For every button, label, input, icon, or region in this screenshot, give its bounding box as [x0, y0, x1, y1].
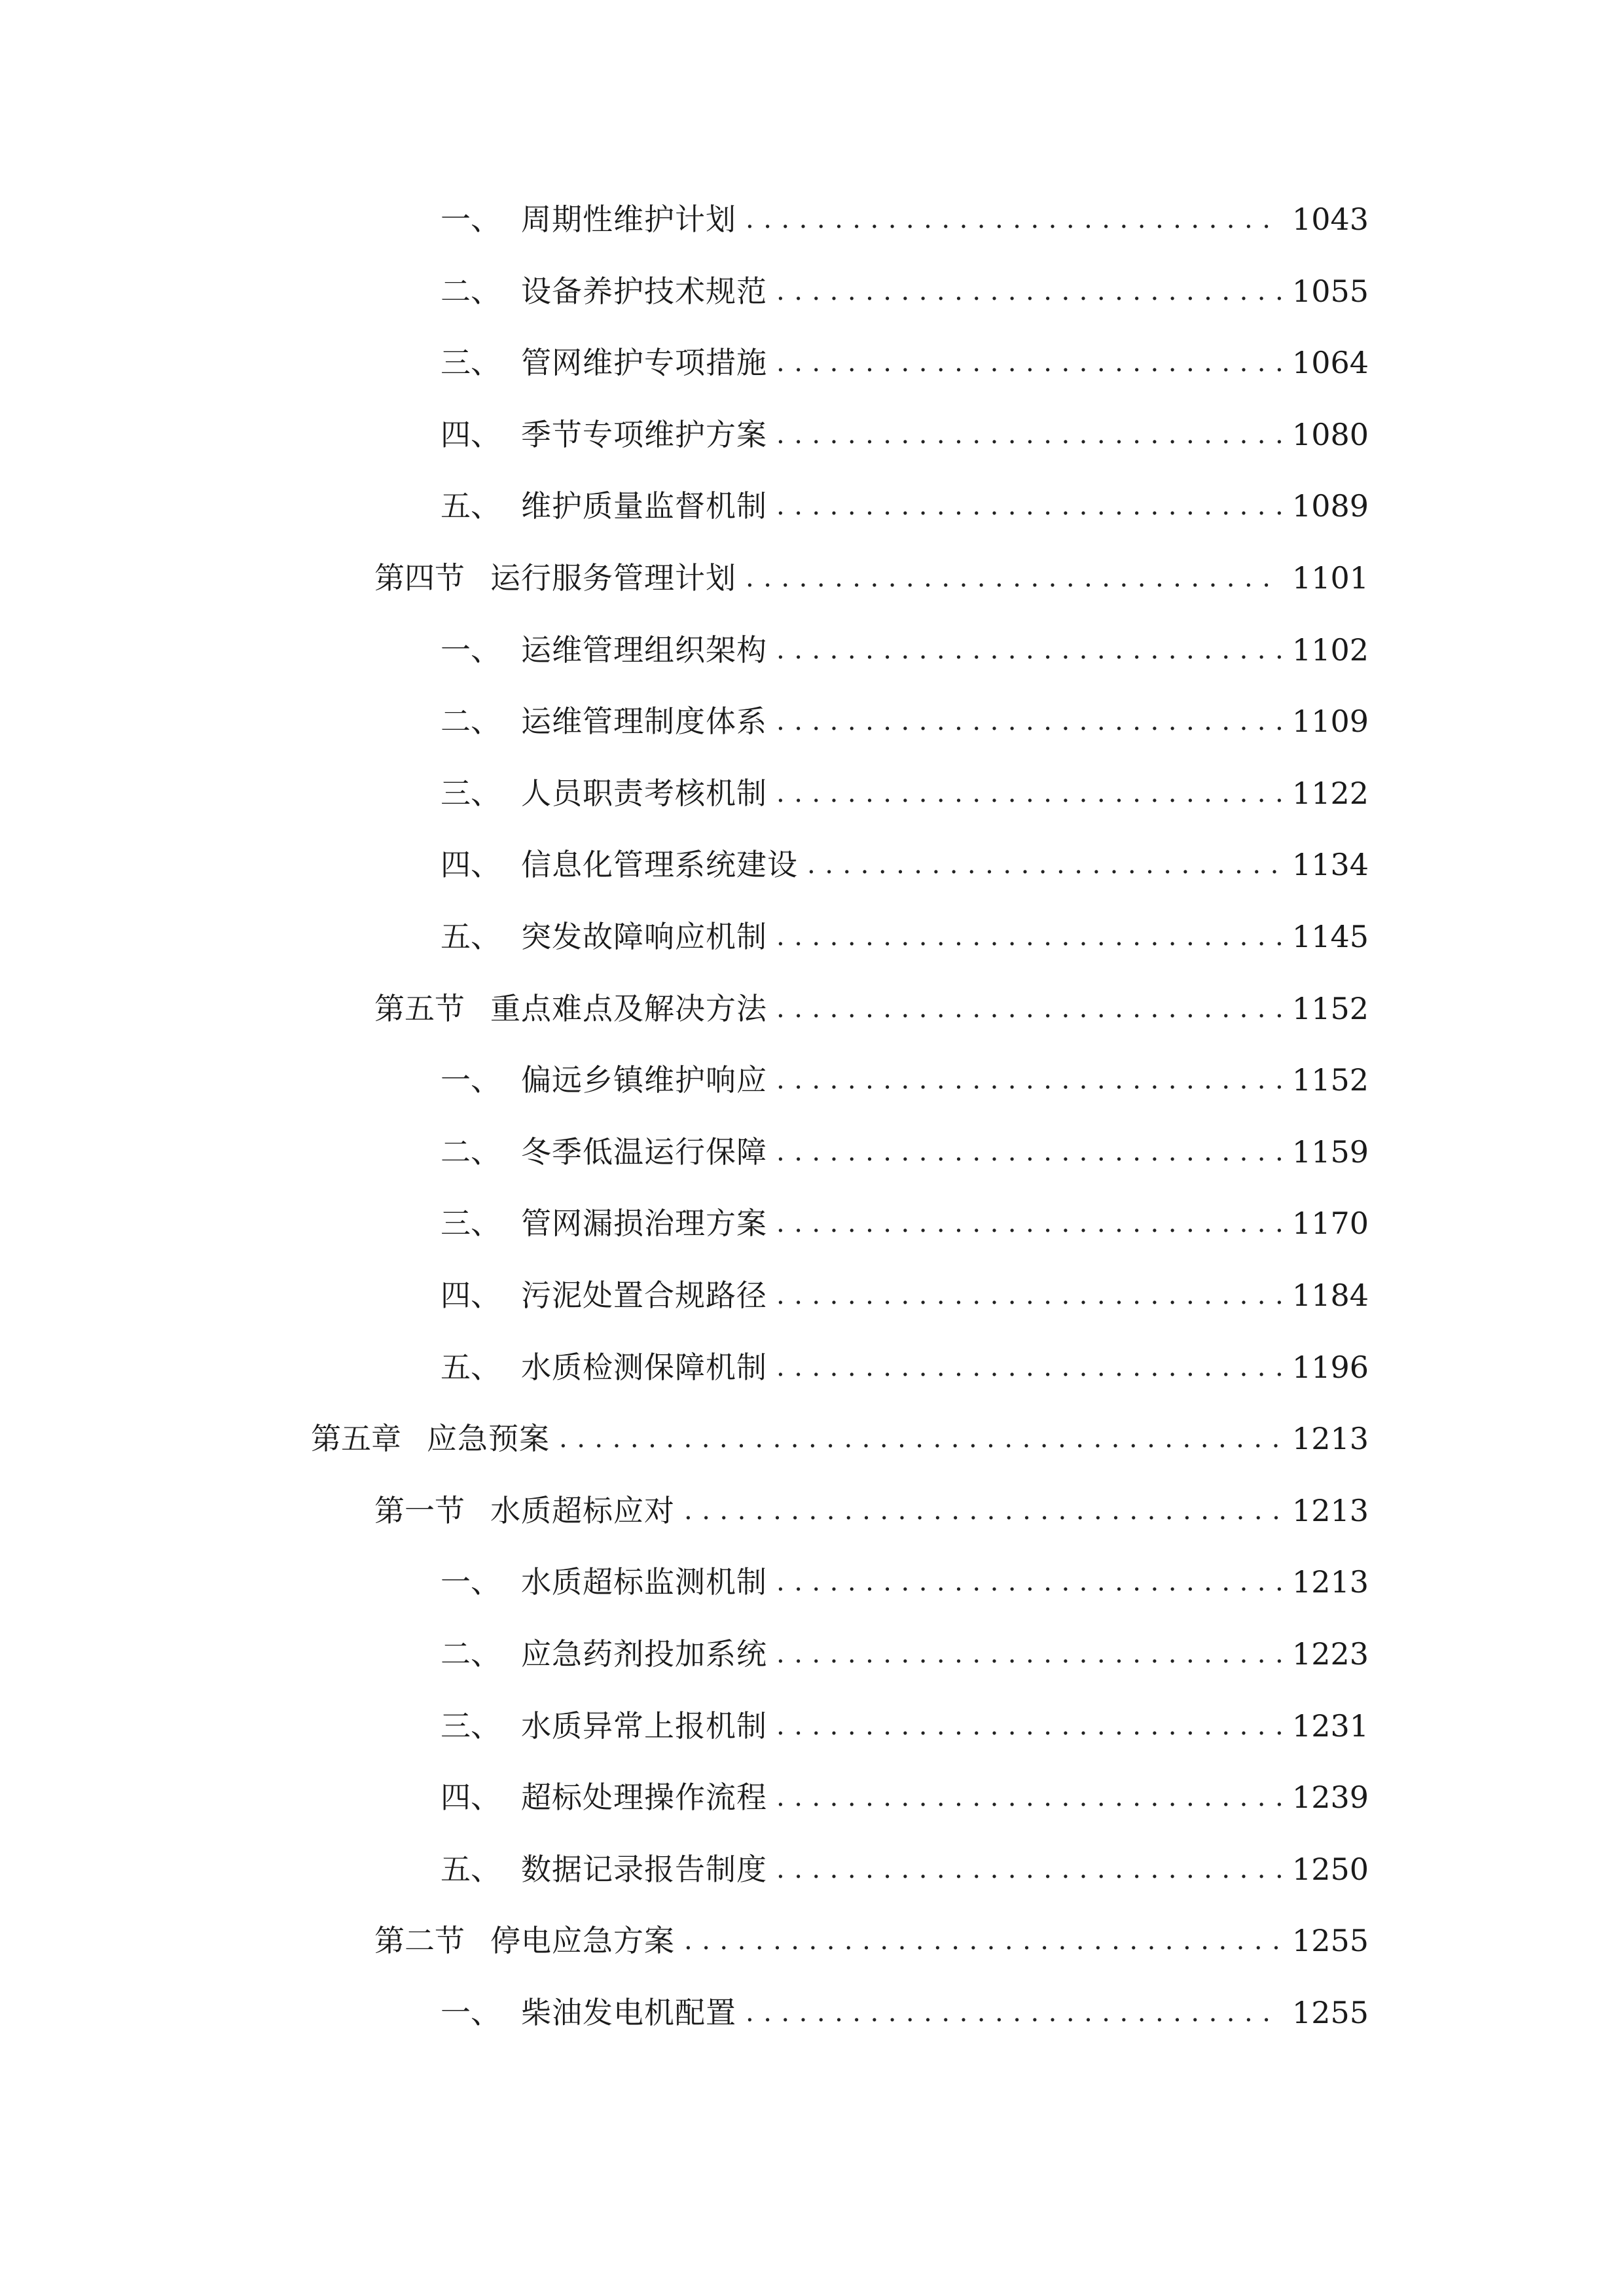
toc-entry-number: 二、 [441, 1636, 501, 1672]
toc-dot-leader [807, 838, 1282, 891]
toc-dot-leader [776, 1341, 1282, 1393]
toc-subsection-entry[interactable] [441, 1628, 1369, 1680]
toc-entry-title: 维护质量监督机制 [521, 488, 767, 524]
toc-dot-leader [776, 265, 1282, 317]
toc-dot-leader [776, 408, 1282, 461]
toc-dot-leader [684, 1914, 1282, 1967]
toc-page-number: 1196 [1291, 1350, 1369, 1385]
toc-subsection-entry[interactable] [441, 1197, 1369, 1249]
toc-dot-leader [776, 1771, 1282, 1823]
toc-entry-number: 五、 [441, 1852, 501, 1887]
toc-dot-leader [776, 336, 1282, 389]
toc-entry-number: 第二节 [374, 1923, 465, 1958]
toc-subsection-entry[interactable] [441, 838, 1369, 891]
toc-entry-number: 一、 [441, 1062, 501, 1098]
toc-entry-title: 重点难点及解决方法 [490, 991, 767, 1026]
toc-dot-leader [776, 695, 1282, 747]
toc-entry-title: 应急预案 [427, 1421, 550, 1456]
toc-page-number: 1255 [1291, 1995, 1369, 2030]
toc-page-number: 1080 [1291, 417, 1369, 452]
toc-page-number: 1239 [1291, 1780, 1369, 1815]
toc-entry-title: 管网维护专项措施 [521, 345, 767, 380]
toc-subsection-entry[interactable] [441, 767, 1369, 819]
toc-subsection-entry[interactable] [441, 408, 1369, 461]
toc-entry-number: 第五节 [374, 991, 465, 1026]
toc-page-number: 1152 [1291, 991, 1369, 1026]
toc-entry-title: 水质超标监测机制 [521, 1564, 767, 1600]
toc-page-number: 1134 [1291, 847, 1369, 882]
toc-page-number: 1152 [1291, 1062, 1369, 1098]
toc-dot-leader [746, 193, 1282, 245]
toc-subsection-entry[interactable] [441, 336, 1369, 389]
toc-page-number: 1102 [1291, 632, 1369, 668]
toc-dot-leader [776, 1126, 1282, 1178]
toc-entry-title: 超标处理操作流程 [521, 1780, 767, 1815]
toc-entry-title: 水质超标应对 [490, 1493, 675, 1528]
toc-page-number: 1043 [1291, 202, 1369, 237]
toc-entry-number: 四、 [441, 1780, 501, 1815]
toc-entry-title: 季节专项维护方案 [521, 417, 767, 452]
toc-subsection-entry[interactable] [441, 1986, 1369, 2039]
toc-subsection-entry[interactable] [441, 910, 1369, 963]
toc-subsection-entry[interactable] [441, 265, 1369, 317]
toc-dot-leader [776, 767, 1282, 819]
toc-entry-number: 第五章 [311, 1421, 401, 1456]
toc-subsection-entry[interactable] [441, 1556, 1369, 1608]
toc-dot-leader [776, 1054, 1282, 1106]
toc-dot-leader [776, 1269, 1282, 1321]
toc-dot-leader [776, 982, 1282, 1035]
toc-dot-leader [776, 1556, 1282, 1608]
toc-entry-title: 运行服务管理计划 [490, 560, 736, 596]
toc-page-number: 1213 [1291, 1564, 1369, 1600]
toc-dot-leader [776, 624, 1282, 676]
toc-entry-title: 停电应急方案 [490, 1923, 675, 1958]
toc-entry-number: 四、 [441, 417, 501, 452]
toc-entry-number: 第四节 [374, 560, 465, 596]
toc-entry-number: 一、 [441, 1995, 501, 2030]
toc-entry-number: 五、 [441, 488, 501, 524]
toc-subsection-entry[interactable] [441, 624, 1369, 676]
toc-page-number: 1064 [1291, 345, 1369, 380]
toc-subsection-entry[interactable] [441, 1700, 1369, 1752]
toc-entry-number: 四、 [441, 1278, 501, 1313]
toc-dot-leader [776, 1197, 1282, 1249]
toc-page-number: 1213 [1291, 1493, 1369, 1528]
toc-page-number: 1170 [1291, 1206, 1369, 1241]
toc-page-number: 1145 [1291, 919, 1369, 954]
toc-entry-title: 数据记录报告制度 [521, 1852, 767, 1887]
toc-entry-title: 管网漏损治理方案 [521, 1206, 767, 1241]
toc-dot-leader [684, 1484, 1282, 1537]
toc-entry-number: 一、 [441, 632, 501, 668]
toc-entry-title: 人员职责考核机制 [521, 776, 767, 811]
toc-entry-title: 水质检测保障机制 [521, 1350, 767, 1385]
toc-page-number: 1223 [1291, 1636, 1369, 1672]
toc-section-entry[interactable] [374, 982, 1369, 1035]
toc-entry-number: 三、 [441, 345, 501, 380]
toc-entry-number: 五、 [441, 1350, 501, 1385]
toc-entry-number: 五、 [441, 919, 501, 954]
toc-entry-number: 四、 [441, 847, 501, 882]
toc-entry-number: 一、 [441, 202, 501, 237]
toc-subsection-entry[interactable] [441, 1341, 1369, 1393]
toc-dot-leader [776, 1628, 1282, 1680]
toc-entry-title: 应急药剂投加系统 [521, 1636, 767, 1672]
toc-page-number: 1055 [1291, 274, 1369, 309]
toc-entry-title: 水质异常上报机制 [521, 1708, 767, 1744]
toc-entry-title: 信息化管理系统建设 [521, 847, 798, 882]
toc-section-entry[interactable] [374, 552, 1369, 604]
toc-subsection-entry[interactable] [441, 1054, 1369, 1106]
toc-subsection-entry[interactable] [441, 193, 1369, 245]
toc-chapter-entry[interactable] [311, 1412, 1369, 1465]
toc-page-number: 1109 [1291, 704, 1369, 739]
toc-dot-leader [776, 1843, 1282, 1895]
toc-dot-leader [776, 1700, 1282, 1752]
toc-subsection-entry[interactable] [441, 695, 1369, 747]
toc-dot-leader [776, 910, 1282, 963]
toc-page-number: 1213 [1291, 1421, 1369, 1456]
toc-entry-title: 偏远乡镇维护响应 [521, 1062, 767, 1098]
toc-entry-title: 污泥处置合规路径 [521, 1278, 767, 1313]
toc-entry-number: 二、 [441, 1134, 501, 1170]
toc-entry-title: 运维管理组织架构 [521, 632, 767, 668]
toc-dot-leader [746, 552, 1282, 604]
toc-page-number: 1184 [1291, 1278, 1369, 1313]
toc-page-number: 1089 [1291, 488, 1369, 524]
toc-dot-leader [746, 1986, 1282, 2039]
toc-subsection-entry[interactable] [441, 1843, 1369, 1895]
toc-subsection-entry[interactable] [441, 480, 1369, 532]
toc-entry-number: 三、 [441, 776, 501, 811]
toc-section-entry[interactable] [374, 1914, 1369, 1967]
toc-page-number: 1101 [1291, 560, 1369, 596]
toc-section-entry[interactable] [374, 1484, 1369, 1537]
toc-entry-title: 周期性维护计划 [521, 202, 736, 237]
toc-entry-title: 柴油发电机配置 [521, 1995, 736, 2030]
toc-dot-leader [559, 1412, 1282, 1465]
toc-page-number: 1159 [1291, 1134, 1369, 1170]
toc-page-number: 1250 [1291, 1852, 1369, 1887]
toc-entry-title: 设备养护技术规范 [521, 274, 767, 309]
toc-entry-number: 二、 [441, 704, 501, 739]
toc-entry-number: 二、 [441, 274, 501, 309]
toc-subsection-entry[interactable] [441, 1126, 1369, 1178]
toc-entry-title: 运维管理制度体系 [521, 704, 767, 739]
toc-page-number: 1255 [1291, 1923, 1369, 1958]
toc-subsection-entry[interactable] [441, 1771, 1369, 1823]
toc-subsection-entry[interactable] [441, 1269, 1369, 1321]
toc-page-number: 1122 [1291, 776, 1369, 811]
toc-entry-number: 三、 [441, 1206, 501, 1241]
toc-entry-title: 冬季低温运行保障 [521, 1134, 767, 1170]
toc-dot-leader [776, 480, 1282, 532]
toc-entry-number: 第一节 [374, 1493, 465, 1528]
toc-entry-title: 突发故障响应机制 [521, 919, 767, 954]
toc-entry-number: 一、 [441, 1564, 501, 1600]
toc-entry-number: 三、 [441, 1708, 501, 1744]
toc-page-number: 1231 [1291, 1708, 1369, 1744]
